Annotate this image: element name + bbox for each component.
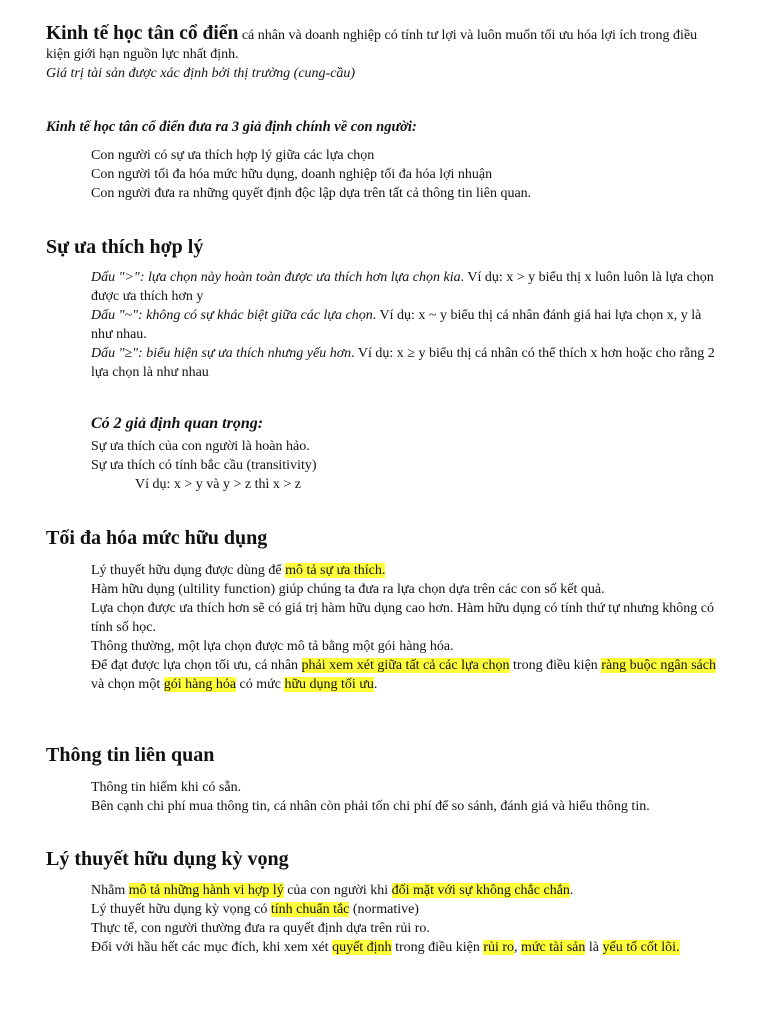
highlight: tính chuẩn tắc [270,902,350,917]
assumptions-heading: Kinh tế học tân cổ điển đưa ra 3 giả định chính về con người: [46,119,417,135]
text-run: trong điều kiện [391,940,484,955]
list-item [91,900,714,919]
list-item [91,881,714,900]
highlight: mô tả những hành vi hợp lý [128,883,284,898]
example-line: Ví dụ: x > y và y > z thì x > z [135,477,301,492]
section-heading-rational: Sự ưa thích hợp lý [46,236,204,258]
text-run: là [585,940,603,955]
highlight: yếu tố cốt lõi. [602,940,680,955]
intro-section [46,24,718,83]
text-run: có mức [236,677,285,692]
text-run: Lý thuyết hữu dụng được dùng để [91,563,286,578]
highlight: hữu dụng tối ưu [284,677,374,692]
symbol-example: . Ví dụ: x > y biểu thị x luôn luôn là lựa chọn được ưa thích hơn y [91,270,714,304]
symbol-definition: Dấu "≥": biểu hiện sự ưa thích nhưng yếu hơn [91,346,352,361]
list-item [91,561,718,580]
list-item [91,268,716,306]
list-item: Thực tế, con người thường đưa ra quyết định dựa trên rủi ro. [91,921,430,936]
list-item [91,306,716,344]
highlight: quyết định [332,940,392,955]
text-run: (normative) [349,902,419,917]
rational-list [91,268,716,382]
symbol-example: . Ví dụ: x ~ y biểu thị cá nhân đánh giá hai lựa chọn x, y là như nhau. [91,308,702,342]
info-list [91,778,728,816]
expected-list [91,881,714,957]
highlight: ràng buộc ngân sách [601,658,716,673]
list-item: Con người có sự ưa thích hợp lý giữa các lựa chọn [91,148,375,163]
highlight: đối mặt với sự không chắc chắn [391,883,570,898]
text-run: . [569,883,574,898]
list-item: Hàm hữu dụng (ultility function) giúp chúng ta đưa ra lựa chọn dựa trên các con số kết quả. [91,582,605,597]
list-item [91,938,714,957]
list-item [91,344,716,382]
list-item: Thông tin hiếm khi có sẵn. [91,780,242,795]
text-run: , [514,940,522,955]
text-run: của con người khi [283,883,392,898]
section-heading-expected-utility: Lý thuyết hữu dụng kỳ vọng [46,848,289,870]
list-item: Thông thường, một lựa chọn được mô tả bằng một gói hàng hóa. [91,639,454,654]
intro-paragraph [46,24,718,64]
intro-italic-line: Giá trị tài sản được xác định bởi thị trường (cung-cầu) [46,66,356,81]
section-heading-info: Thông tin liên quan [46,744,215,766]
assumptions-list [91,146,728,203]
symbol-example: . Ví dụ: x ≥ y biểu thị cá nhân có thể thích x hơn hoặc cho rằng 2 lựa chọn là như nhau [91,346,715,380]
highlight: rủi ro [483,940,515,955]
section-heading-utility: Tối đa hóa mức hữu dụng [46,527,268,549]
list-item: Sự ưa thích có tính bắc cầu (transitivity) [91,458,317,473]
list-item: Sự ưa thích của con người là hoàn hảo. [91,439,310,454]
highlight: mức tài sản [521,940,586,955]
text-run: Nhằm [91,883,129,898]
symbol-definition: Dấu "~": không có sự khác biệt giữa các lựa chọn [91,308,373,323]
list-item [91,656,718,694]
text-run: và chọn một [91,677,164,692]
rational-sub-list [91,437,728,494]
intro-text: cá nhân và doanh nghiệp có tính tư lợi và luôn muốn tối ưu hóa lợi ích trong điều kiện giới hạn nguồn lực nhất định. [46,28,698,62]
list-item: Con người đưa ra những quyết định độc lập dựa trên tất cả thông tin liên quan. [91,186,532,201]
utility-list [91,561,718,694]
symbol-definition: Dấu ">": lựa chọn này hoàn toàn được ưa thích hơn lựa chọn kia [91,270,461,285]
list-item: Lựa chọn được ưa thích hơn sẽ có giá trị hàm hữu dụng cao hơn. Hàm hữu dụng có tính thứ tự nhưng không có tính số học. [91,601,714,635]
text-run: Để đạt được lựa chọn tối ưu, cá nhân [91,658,302,673]
intro-title: Kinh tế học tân cổ điển [46,23,239,44]
text-run: Đối với hầu hết các mục đích, khi xem xét [91,940,333,955]
text-run: Lý thuyết hữu dụng kỳ vọng có [91,902,271,917]
text-run: . [373,677,378,692]
list-item: Con người tối đa hóa mức hữu dụng, doanh nghiệp tối đa hóa lợi nhuận [91,167,493,182]
text-run: trong điều kiện [509,658,602,673]
highlight: gói hàng hóa [163,677,237,692]
list-item: Bên cạnh chi phí mua thông tin, cá nhân còn phải tốn chi phí để so sánh, đánh giá và hiểu thông tin. [91,799,650,814]
highlight: mô tả sự ưa thích. [285,563,386,578]
rational-subheading: Có 2 giả định quan trọng: [91,415,264,432]
highlight: phải xem xét giữa tất cả các lựa chọn [301,658,510,673]
